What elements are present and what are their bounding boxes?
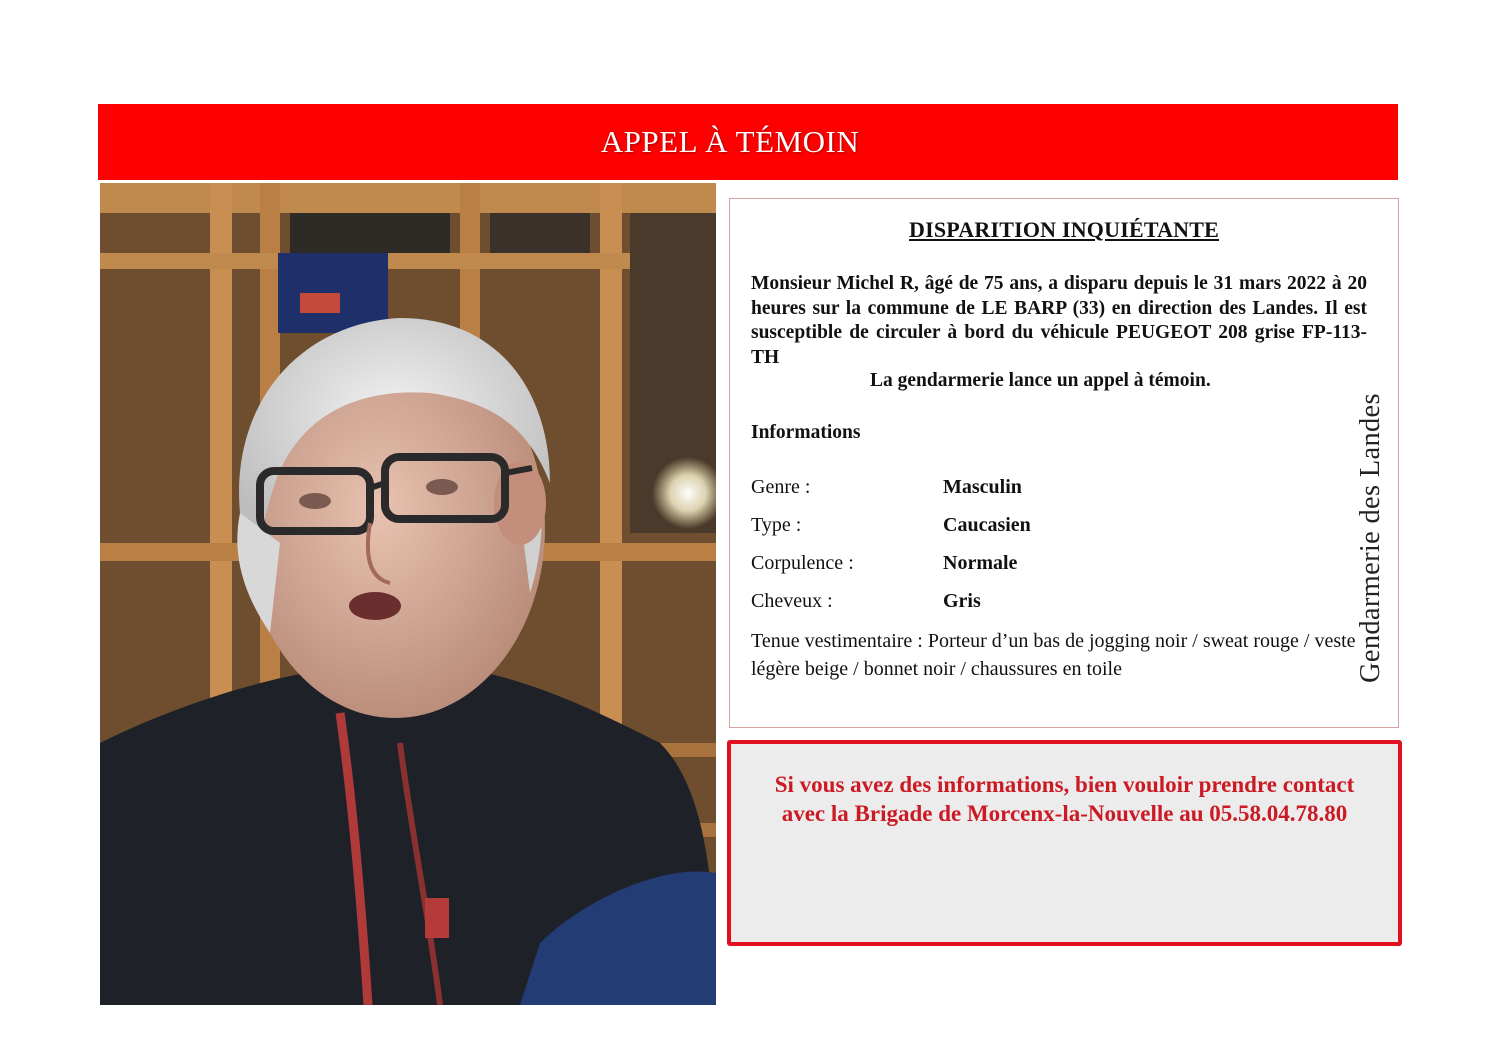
clothing-description: Tenue vestimentaire : Porteur d’un bas de jogging noir / sweat rouge / veste légère beige / bonnet noir / chaussures en toile [751,630,1356,680]
banner-title: APPEL À TÉMOIN [600,124,860,159]
informations-heading: Informations [751,422,861,443]
contact-text: Si vous avez des informations, bien vouloir prendre contact avec la Brigade de Morcenx-la-Nouvelle au 05.58.04.78.80 [774,772,1355,826]
missing-person-photo [100,183,716,1005]
field-label: Genre : [751,476,811,498]
field-value: Caucasien [943,514,1031,536]
card-title: DISPARITION INQUIÉTANTE [908,217,1219,242]
field-value: Masculin [943,476,1022,498]
field-label: Cheveux : [751,590,833,612]
contact-box [727,740,1402,946]
appeal-line: La gendarmerie lance un appel à témoin. [870,370,1211,391]
field-value: Gris [943,590,981,612]
gendarmerie-side-label: Gendarmerie des Landes [1355,393,1386,683]
field-value: Normale [943,552,1018,574]
description-paragraph: Monsieur Michel R, âgé de 75 ans, a disparu depuis le 31 mars 2022 à 20 heures sur la commune de LE BARP (33) en direction des Landes. Il est susceptible de circuler à bord du véhicule PEUGEOT 208 grise FP-113-TH [751,273,1367,368]
field-label: Corpulence : [751,552,854,574]
field-label: Type : [751,514,802,536]
info-card [729,198,1399,728]
title-banner [98,104,1398,180]
